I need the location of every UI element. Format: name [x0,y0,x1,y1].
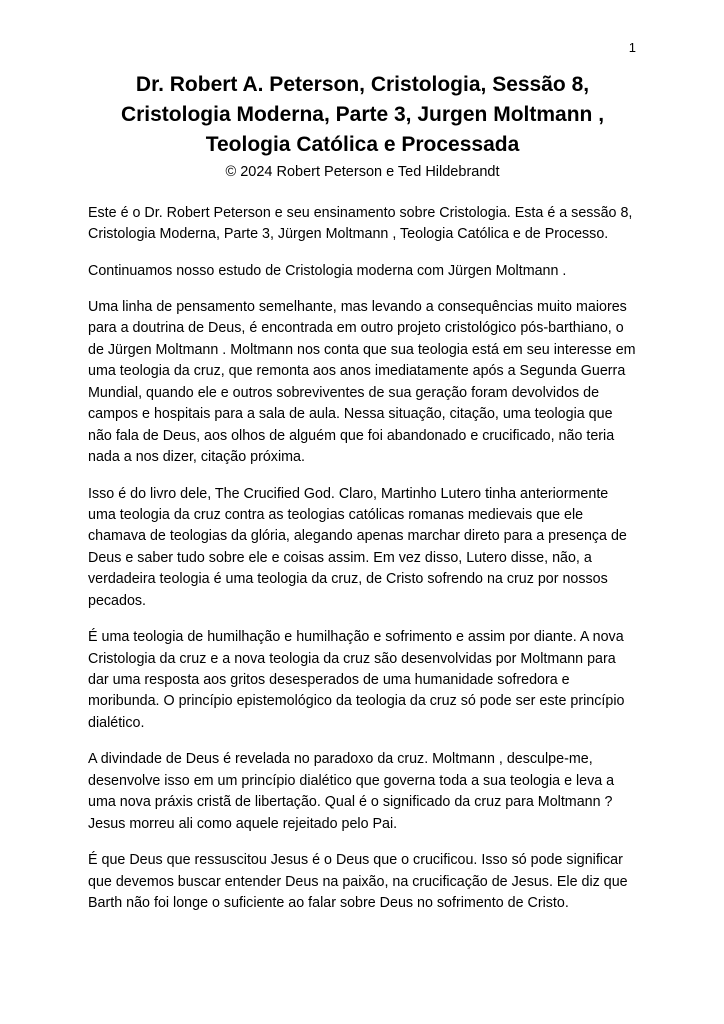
document-body [88,203,637,915]
title-line: Cristologia Moderna, Parte 3, Jurgen Moltmann , [120,103,605,127]
title-line: Dr. Robert A. Peterson, Cristologia, Sessão 8, [135,73,590,96]
paragraph: É uma teologia de humilhação e humilhação e sofrimento e assim por diante. A nova Cristologia da cruz e a nova teologia da cruz são desenvolvidas por Moltmann para dar uma resposta aos gritos desesperados de uma humanidade sofredora e moribunda. O princípio epistemológico da teologia da cruz só pode ser este princípio dialético. [88,629,625,731]
paragraph: Continuamos nosso estudo de Cristologia moderna com Jürgen Moltmann . [88,262,567,279]
title-line: Teologia Católica e Processada [205,133,520,157]
paragraph: Uma linha de pensamento semelhante, mas levando a consequências muito maiores para a doutrina de Deus, é encontrada em outro projeto cristológico pós-barthiano, o de Jürgen Moltmann . Moltmann nos conta que sua teologia está em seu interesse em uma teologia da cruz, que remonta aos anos imediatamente após a Segunda Guerra Mundial, quando ele e outros sobreviventes de sua geração foram devolvidos de campos e hospitais para a sala de aula. Nessa situação, citação, uma teologia que não fala de Deus, aos olhos de alguém que foi abandonado e crucificado, não teria nada a nos dizer, citação próxima. [88,299,636,466]
paragraph: A divindade de Deus é revelada no paradoxo da cruz. Moltmann , desculpe-me, desenvolve isso em um princípio dialético que governa toda a sua teologia e leva a uma nova práxis cristã de libertação. Qual é o significado da cruz para Moltmann ? Jesus morreu ali como aquele rejeitado pelo Pai. [88,751,615,832]
paragraph: Isso é do livro dele, The Crucified God. Claro, Martinho Lutero tinha anteriormente uma teologia da cruz contra as teologias católicas romanas medievais que ele chamava de teologias da glória, alegando apenas marchar direto para a presença de Deus e saber tudo sobre ele e coisas assim. Em vez disso, Lutero disse, não, a verdadeira teologia é uma teologia da cruz, de Cristo sofrendo na cruz por nossos pecados. [88,485,627,609]
page-number: 1 [628,40,636,55]
document-title [88,70,637,161]
copyright-line: © 2024 Robert Peterson e Ted Hildebrandt [225,163,500,180]
paragraph: É que Deus que ressuscitou Jesus é o Deus que o crucificou. Isso só pode significar que devemos buscar entender Deus na paixão, na crucificação de Jesus. Ele diz que Barth não foi longe o suficiente ao falar sobre Deus no sofrimento de Cristo. [88,852,628,911]
paragraph: Este é o Dr. Robert Peterson e seu ensinamento sobre Cristologia. Esta é a sessão 8, Cristologia Moderna, Parte 3, Jürgen Moltmann , Teologia Católica e de Processo. [88,204,633,243]
